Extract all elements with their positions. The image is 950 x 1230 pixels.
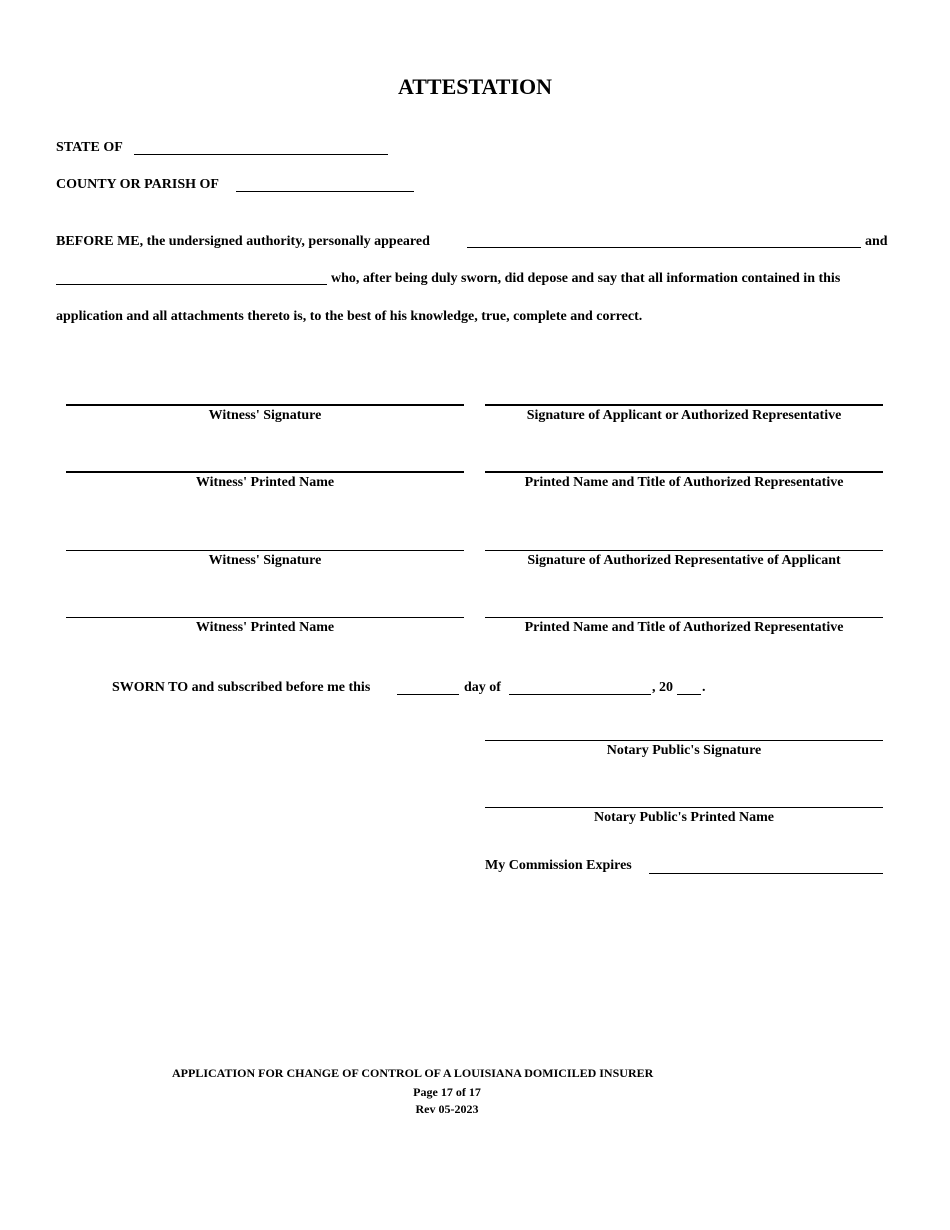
notary-printed-name-label: Notary Public's Printed Name (593, 810, 775, 825)
sworn-period: . (702, 680, 706, 695)
footer-form-title: APPLICATION FOR CHANGE OF CONTROL OF A LOUISIANA DOMICILED INSURER (172, 1066, 654, 1080)
representative-printed-name-label: Printed Name and Title of Authorized Representative (524, 475, 844, 490)
witness-printed-name-label: Witness' Printed Name (195, 475, 335, 490)
commission-expires-field[interactable] (649, 873, 883, 874)
witness-signature-label: Witness' Signature (208, 408, 322, 423)
sworn-month-field[interactable] (509, 694, 651, 695)
sworn-day-of: day of (464, 680, 501, 695)
applicant-signature-line[interactable] (485, 404, 883, 406)
state-field[interactable] (134, 154, 388, 155)
representative-signature-line[interactable] (485, 550, 883, 551)
sworn-prefix: SWORN TO and subscribed before me this (112, 680, 371, 695)
representative-signature-label: Signature of Authorized Representative of Applicant (527, 553, 841, 568)
witness-signature-label: Witness' Signature (208, 553, 322, 568)
sworn-year-field[interactable] (677, 694, 701, 695)
appeared-name-field-2[interactable] (56, 284, 327, 285)
state-label: STATE OF (56, 140, 123, 155)
appeared-name-field-1[interactable] (467, 247, 861, 248)
representative-printed-name-label: Printed Name and Title of Authorized Representative (524, 620, 844, 635)
county-field[interactable] (236, 191, 414, 192)
statement-line1-prefix: BEFORE ME, the undersigned authority, personally appeared (56, 234, 430, 249)
witness-signature-line[interactable] (66, 550, 464, 551)
sworn-day-field[interactable] (397, 694, 459, 695)
statement-line2: who, after being duly sworn, did depose and say that all information contained in this (331, 271, 841, 286)
sworn-comma-year: , 20 (652, 680, 673, 695)
page-title: ATTESTATION (397, 74, 553, 99)
notary-signature-label: Notary Public's Signature (606, 743, 762, 758)
footer-page-number: Page 17 of 17 (413, 1085, 481, 1099)
notary-printed-name-line[interactable] (485, 807, 883, 808)
witness-printed-name-label: Witness' Printed Name (195, 620, 335, 635)
statement-line1-suffix: and (865, 234, 888, 249)
notary-signature-line[interactable] (485, 740, 883, 741)
statement-line3: application and all attachments thereto is, to the best of his knowledge, true, complete and correct. (56, 309, 643, 324)
witness-printed-name-line[interactable] (66, 471, 464, 473)
applicant-signature-label: Signature of Applicant or Authorized Representative (526, 408, 842, 423)
commission-expires-label: My Commission Expires (485, 858, 632, 873)
representative-printed-name-line[interactable] (485, 471, 883, 473)
witness-printed-name-line[interactable] (66, 617, 464, 618)
witness-signature-line[interactable] (66, 404, 464, 406)
county-label: COUNTY OR PARISH OF (56, 177, 219, 192)
footer-revision: Rev 05-2023 (415, 1102, 479, 1116)
representative-printed-name-line[interactable] (485, 617, 883, 618)
